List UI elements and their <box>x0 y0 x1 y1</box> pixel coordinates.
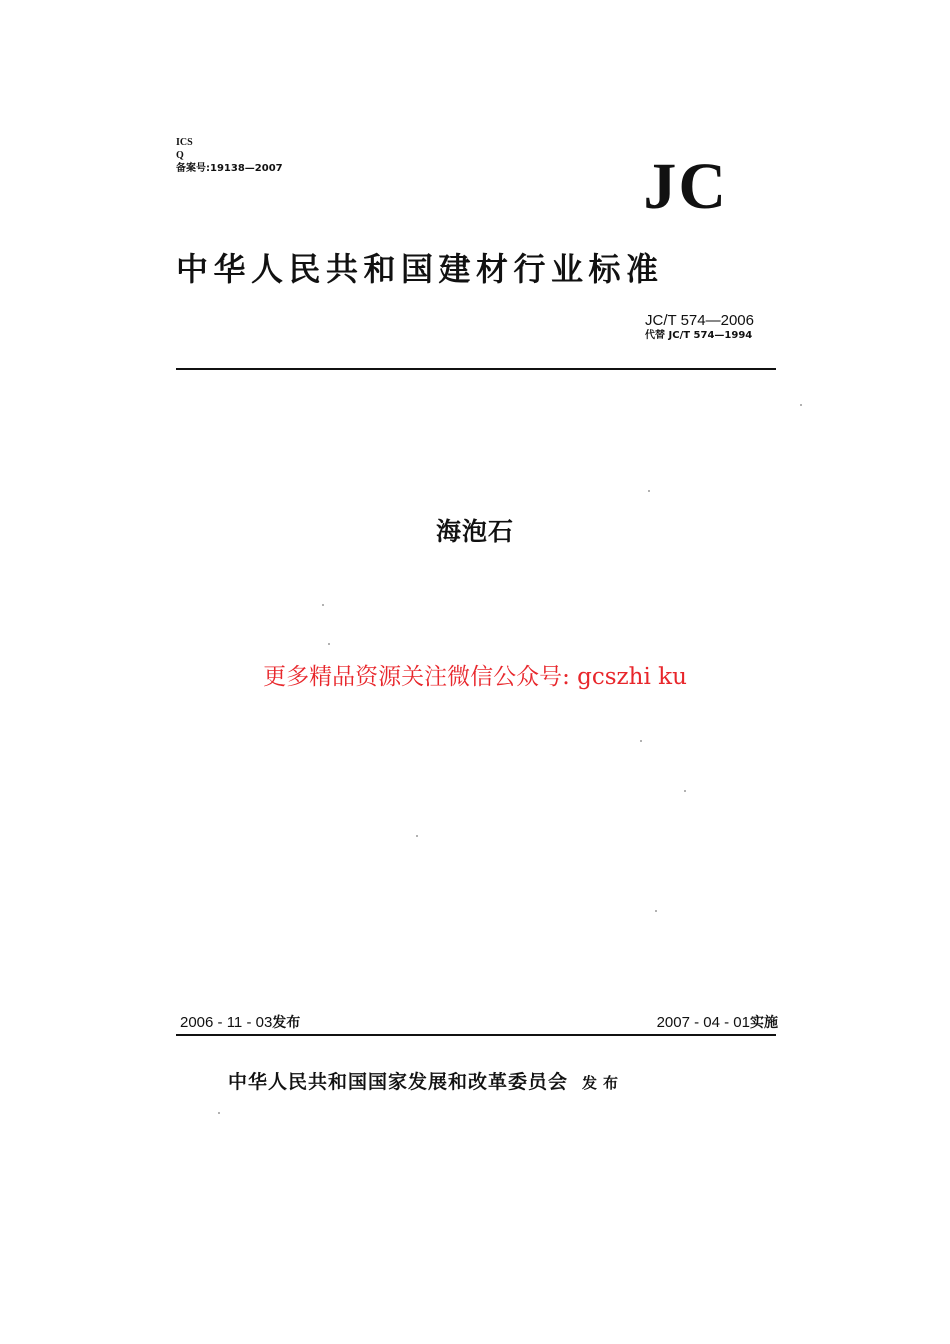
scan-speck <box>640 740 642 742</box>
document-title: 海泡石 <box>435 517 514 546</box>
effective-date <box>657 1012 778 1032</box>
classification-block <box>176 136 283 175</box>
scan-speck <box>648 490 650 492</box>
standard-code: JC/T 574—2006 <box>645 312 754 329</box>
publisher-suffix: 发布 <box>582 1074 625 1092</box>
filing-number: 备案号:19138—2007 <box>176 163 283 174</box>
effective-date-label: 实施 <box>750 1015 778 1031</box>
standard-number-block <box>645 312 754 342</box>
promo-text: 更多精品资源关注微信公众号: gcszhi ku <box>263 664 687 690</box>
scan-speck <box>218 1112 220 1114</box>
issue-date <box>180 1012 300 1032</box>
publisher-name: 中华人民共和国国家发展和改革委员会 <box>228 1071 569 1093</box>
header-title: 中华人民共和国建材行业标准 <box>176 250 664 288</box>
issue-date-value: 2006 - 11 - 03 <box>180 1014 273 1031</box>
ics-label: ICS <box>176 137 193 148</box>
effective-date-value: 2007 - 04 - 01 <box>656 1014 750 1031</box>
issue-date-label: 发布 <box>272 1015 301 1031</box>
scan-speck <box>684 790 686 792</box>
scan-speck <box>322 604 324 606</box>
top-divider <box>176 368 776 370</box>
classification-code: Q <box>176 150 184 161</box>
replaces-standard: 代替 JC/T 574—1994 <box>645 330 753 341</box>
publisher-line <box>228 1067 624 1094</box>
scan-speck <box>416 835 418 837</box>
scan-speck <box>655 910 657 912</box>
bottom-divider <box>176 1034 776 1036</box>
jc-logo: JC <box>643 150 728 223</box>
scan-speck <box>328 643 330 645</box>
scan-speck <box>800 404 802 406</box>
